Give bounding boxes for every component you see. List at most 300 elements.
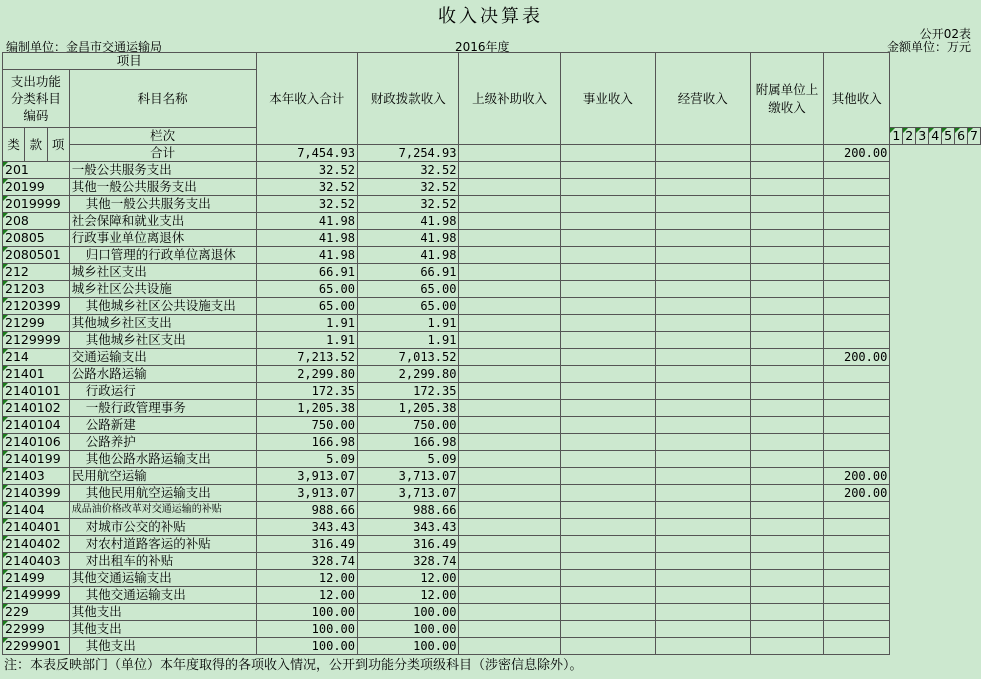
header-xiang: 项 [47, 128, 69, 162]
col-number-5: 5 [942, 128, 955, 145]
row-total: 100.00 [256, 638, 357, 655]
row-code: 201 [3, 162, 70, 179]
row-operation [655, 281, 750, 298]
row-superior [459, 570, 560, 587]
row-business [560, 366, 655, 383]
row-other [824, 502, 890, 519]
row-fiscal: 172.35 [358, 383, 459, 400]
table-row [3, 383, 981, 400]
row-affiliate [750, 383, 823, 400]
table-row [3, 468, 981, 485]
row-subject-name: 城乡社区公共设施 [69, 281, 256, 298]
row-business [560, 485, 655, 502]
row-operation [655, 383, 750, 400]
row-business [560, 162, 655, 179]
row-total: 41.98 [256, 213, 357, 230]
table-row [3, 332, 981, 349]
table-row [3, 298, 981, 315]
row-subject-name: 归口管理的行政单位离退休 [69, 247, 256, 264]
row-total: 12.00 [256, 570, 357, 587]
row-code: 2080501 [3, 247, 70, 264]
row-code: 2019999 [3, 196, 70, 213]
row-code: 2140401 [3, 519, 70, 536]
row-business [560, 281, 655, 298]
header-col-superior: 上级补助收入 [459, 53, 560, 145]
row-other: 200.00 [824, 485, 890, 502]
row-code: 21401 [3, 366, 70, 383]
row-other [824, 434, 890, 451]
row-subject-name: 其他民用航空运输支出 [69, 485, 256, 502]
row-business [560, 536, 655, 553]
row-superior [459, 468, 560, 485]
row-code: 2149999 [3, 587, 70, 604]
row-business [560, 213, 655, 230]
table-row [3, 536, 981, 553]
row-fiscal: 65.00 [358, 298, 459, 315]
header-item: 项目 [3, 53, 257, 70]
row-superior [459, 264, 560, 281]
row-other [824, 179, 890, 196]
row-business [560, 400, 655, 417]
row-business [560, 230, 655, 247]
footnote: 注：本表反映部门（单位）本年度取得的各项收入情况，公开到功能分类项级科目（涉密信息除外）。 [4, 658, 583, 673]
col-number-6: 6 [955, 128, 968, 145]
row-total: 166.98 [256, 434, 357, 451]
row-superior [459, 179, 560, 196]
total-row-total: 7,454.93 [256, 145, 357, 162]
row-total: 988.66 [256, 502, 357, 519]
row-other [824, 247, 890, 264]
row-total: 41.98 [256, 247, 357, 264]
row-operation [655, 434, 750, 451]
row-operation [655, 264, 750, 281]
table-row [3, 230, 981, 247]
row-affiliate [750, 570, 823, 587]
row-operation [655, 570, 750, 587]
row-total: 32.52 [256, 179, 357, 196]
row-other [824, 536, 890, 553]
row-subject-name: 民用航空运输 [69, 468, 256, 485]
row-other [824, 638, 890, 655]
row-fiscal: 1,205.38 [358, 400, 459, 417]
row-operation [655, 230, 750, 247]
row-total: 100.00 [256, 621, 357, 638]
row-affiliate [750, 162, 823, 179]
row-operation [655, 417, 750, 434]
row-affiliate [750, 315, 823, 332]
row-affiliate [750, 332, 823, 349]
row-total: 316.49 [256, 536, 357, 553]
income-table [2, 52, 981, 655]
total-row-other: 200.00 [824, 145, 890, 162]
row-fiscal: 65.00 [358, 281, 459, 298]
table-row [3, 281, 981, 298]
row-other [824, 451, 890, 468]
table-row [3, 179, 981, 196]
row-affiliate [750, 196, 823, 213]
row-subject-name: 其他交通运输支出 [69, 587, 256, 604]
row-superior [459, 417, 560, 434]
row-affiliate [750, 485, 823, 502]
row-other [824, 162, 890, 179]
table-row [3, 587, 981, 604]
row-business [560, 264, 655, 281]
row-operation [655, 349, 750, 366]
row-superior [459, 281, 560, 298]
row-affiliate [750, 451, 823, 468]
row-superior [459, 604, 560, 621]
row-fiscal: 32.52 [358, 179, 459, 196]
row-fiscal: 988.66 [358, 502, 459, 519]
total-row-superior [459, 145, 560, 162]
row-affiliate [750, 213, 823, 230]
row-business [560, 349, 655, 366]
row-affiliate [750, 281, 823, 298]
row-operation [655, 196, 750, 213]
header-subject-name: 科目名称 [69, 70, 256, 128]
row-code: 229 [3, 604, 70, 621]
row-business [560, 247, 655, 264]
row-fiscal: 3,713.07 [358, 485, 459, 502]
table-row [3, 519, 981, 536]
row-superior [459, 553, 560, 570]
fiscal-year: 2016年度 [455, 40, 510, 54]
row-fiscal: 343.43 [358, 519, 459, 536]
row-operation [655, 162, 750, 179]
row-other [824, 230, 890, 247]
table-row [3, 485, 981, 502]
row-superior [459, 162, 560, 179]
header-lei: 类 [3, 128, 25, 162]
row-code: 2140403 [3, 553, 70, 570]
row-total: 100.00 [256, 604, 357, 621]
row-business [560, 383, 655, 400]
money-unit: 金额单位：万元 [886, 40, 971, 54]
total-row-fiscal: 7,254.93 [358, 145, 459, 162]
row-code: 21299 [3, 315, 70, 332]
table-row [3, 434, 981, 451]
row-operation [655, 638, 750, 655]
row-affiliate [750, 587, 823, 604]
row-code: 21203 [3, 281, 70, 298]
row-superior [459, 332, 560, 349]
row-superior [459, 400, 560, 417]
row-superior [459, 366, 560, 383]
row-superior [459, 638, 560, 655]
row-operation [655, 315, 750, 332]
row-superior [459, 502, 560, 519]
row-fiscal: 1.91 [358, 315, 459, 332]
table-row [3, 196, 981, 213]
row-subject-name: 其他一般公共服务支出 [69, 179, 256, 196]
row-other [824, 553, 890, 570]
row-superior [459, 621, 560, 638]
row-operation [655, 587, 750, 604]
row-affiliate [750, 230, 823, 247]
total-row-affiliate [750, 145, 823, 162]
row-other [824, 587, 890, 604]
header-col-affiliate: 附属单位上缴收入 [750, 53, 823, 145]
row-code: 2120399 [3, 298, 70, 315]
total-row-operation [655, 145, 750, 162]
row-business [560, 587, 655, 604]
row-superior [459, 315, 560, 332]
table-row [3, 247, 981, 264]
header-col-other: 其他收入 [824, 53, 890, 145]
row-subject-name: 城乡社区支出 [69, 264, 256, 281]
row-other: 200.00 [824, 468, 890, 485]
row-superior [459, 536, 560, 553]
row-business [560, 638, 655, 655]
row-operation [655, 604, 750, 621]
row-affiliate [750, 400, 823, 417]
row-total: 32.52 [256, 162, 357, 179]
table-row [3, 451, 981, 468]
row-subject-name: 其他城乡社区支出 [69, 332, 256, 349]
row-fiscal: 66.91 [358, 264, 459, 281]
row-total: 65.00 [256, 281, 357, 298]
row-affiliate [750, 417, 823, 434]
row-affiliate [750, 366, 823, 383]
row-affiliate [750, 264, 823, 281]
row-affiliate [750, 298, 823, 315]
row-superior [459, 213, 560, 230]
row-business [560, 451, 655, 468]
row-code: 2140399 [3, 485, 70, 502]
row-total: 7,213.52 [256, 349, 357, 366]
row-total: 2,299.80 [256, 366, 357, 383]
row-subject-name: 对城市公交的补贴 [69, 519, 256, 536]
row-affiliate [750, 621, 823, 638]
row-superior [459, 587, 560, 604]
col-number-3: 3 [916, 128, 929, 145]
row-fiscal: 41.98 [358, 247, 459, 264]
total-row-label: 合计 [69, 145, 256, 162]
row-business [560, 621, 655, 638]
header-col-business: 事业收入 [560, 53, 655, 145]
table-row [3, 213, 981, 230]
row-fiscal: 41.98 [358, 213, 459, 230]
row-business [560, 553, 655, 570]
row-code: 2140199 [3, 451, 70, 468]
row-superior [459, 485, 560, 502]
row-code: 2129999 [3, 332, 70, 349]
row-fiscal: 316.49 [358, 536, 459, 553]
row-other: 200.00 [824, 349, 890, 366]
row-code: 2299901 [3, 638, 70, 655]
row-subject-name: 一般行政管理事务 [69, 400, 256, 417]
row-subject-name: 其他城乡社区公共设施支出 [69, 298, 256, 315]
row-subject-name: 其他交通运输支出 [69, 570, 256, 587]
row-code: 20805 [3, 230, 70, 247]
row-subject-name: 其他支出 [69, 638, 256, 655]
row-affiliate [750, 519, 823, 536]
row-superior [459, 383, 560, 400]
header-col-fiscal: 财政拨款收入 [358, 53, 459, 145]
row-business [560, 502, 655, 519]
row-code: 208 [3, 213, 70, 230]
row-fiscal: 32.52 [358, 196, 459, 213]
row-operation [655, 332, 750, 349]
row-affiliate [750, 179, 823, 196]
row-business [560, 604, 655, 621]
table-row [3, 604, 981, 621]
row-other [824, 570, 890, 587]
row-superior [459, 230, 560, 247]
row-total: 41.98 [256, 230, 357, 247]
row-other [824, 332, 890, 349]
total-row-business [560, 145, 655, 162]
table-row [3, 315, 981, 332]
row-total: 1.91 [256, 315, 357, 332]
row-affiliate [750, 553, 823, 570]
row-operation [655, 553, 750, 570]
row-fiscal: 328.74 [358, 553, 459, 570]
row-subject-name: 其他支出 [69, 604, 256, 621]
row-business [560, 315, 655, 332]
row-business [560, 332, 655, 349]
col-number-2: 2 [903, 128, 916, 145]
row-other [824, 196, 890, 213]
row-subject-name: 行政运行 [69, 383, 256, 400]
row-superior [459, 196, 560, 213]
row-fiscal: 7,013.52 [358, 349, 459, 366]
table-row [3, 264, 981, 281]
row-operation [655, 485, 750, 502]
row-operation [655, 468, 750, 485]
row-total: 172.35 [256, 383, 357, 400]
row-business [560, 417, 655, 434]
row-operation [655, 298, 750, 315]
row-fiscal: 12.00 [358, 587, 459, 604]
row-affiliate [750, 502, 823, 519]
row-total: 750.00 [256, 417, 357, 434]
row-other [824, 281, 890, 298]
row-fiscal: 750.00 [358, 417, 459, 434]
row-operation [655, 451, 750, 468]
col-number-7: 7 [968, 128, 981, 145]
row-other [824, 417, 890, 434]
row-business [560, 468, 655, 485]
row-operation [655, 536, 750, 553]
row-superior [459, 434, 560, 451]
row-operation [655, 213, 750, 230]
row-fiscal: 100.00 [358, 638, 459, 655]
table-row [3, 366, 981, 383]
row-fiscal: 41.98 [358, 230, 459, 247]
row-fiscal: 2,299.80 [358, 366, 459, 383]
row-subject-name: 成品油价格改革对交通运输的补贴 [69, 502, 256, 519]
col-number-1: 1 [890, 128, 903, 145]
row-affiliate [750, 604, 823, 621]
row-subject-name: 其他城乡社区支出 [69, 315, 256, 332]
table-title: 收入决算表 [438, 6, 543, 27]
table-row [3, 570, 981, 587]
row-affiliate [750, 638, 823, 655]
row-total: 32.52 [256, 196, 357, 213]
row-other [824, 213, 890, 230]
row-code: 214 [3, 349, 70, 366]
table-row [3, 638, 981, 655]
row-other [824, 366, 890, 383]
header-lanci: 栏次 [69, 128, 256, 145]
row-total: 328.74 [256, 553, 357, 570]
row-code: 2140101 [3, 383, 70, 400]
row-subject-name: 公路水路运输 [69, 366, 256, 383]
row-business [560, 570, 655, 587]
row-other [824, 298, 890, 315]
compiling-unit: 编制单位：金昌市交通运输局 [6, 40, 163, 54]
row-other [824, 604, 890, 621]
row-subject-name: 其他公路水路运输支出 [69, 451, 256, 468]
row-fiscal: 3,713.07 [358, 468, 459, 485]
row-other [824, 519, 890, 536]
row-code: 20199 [3, 179, 70, 196]
col-number-4: 4 [929, 128, 942, 145]
header-col-operation: 经营收入 [655, 53, 750, 145]
row-affiliate [750, 468, 823, 485]
table-row [3, 349, 981, 366]
row-subject-name: 公路新建 [69, 417, 256, 434]
table-row [3, 162, 981, 179]
row-subject-name: 其他支出 [69, 621, 256, 638]
header-kuan: 款 [25, 128, 47, 162]
table-row [3, 417, 981, 434]
row-superior [459, 349, 560, 366]
row-total: 1.91 [256, 332, 357, 349]
row-operation [655, 621, 750, 638]
row-operation [655, 179, 750, 196]
row-code: 22999 [3, 621, 70, 638]
form-number: 公开02表 [919, 27, 971, 41]
row-superior [459, 519, 560, 536]
row-subject-name: 行政事业单位离退休 [69, 230, 256, 247]
row-code: 2140402 [3, 536, 70, 553]
row-code: 2140102 [3, 400, 70, 417]
row-fiscal: 100.00 [358, 621, 459, 638]
row-fiscal: 5.09 [358, 451, 459, 468]
row-code: 212 [3, 264, 70, 281]
row-superior [459, 247, 560, 264]
row-superior [459, 298, 560, 315]
row-business [560, 434, 655, 451]
row-affiliate [750, 536, 823, 553]
row-total: 3,913.07 [256, 468, 357, 485]
header-col-total: 本年收入合计 [256, 53, 357, 145]
table-row [3, 502, 981, 519]
row-total: 65.00 [256, 298, 357, 315]
row-code: 2140104 [3, 417, 70, 434]
table-row [3, 553, 981, 570]
row-business [560, 298, 655, 315]
row-superior [459, 451, 560, 468]
row-subject-name: 其他一般公共服务支出 [69, 196, 256, 213]
row-other [824, 264, 890, 281]
row-affiliate [750, 247, 823, 264]
row-subject-name: 交通运输支出 [69, 349, 256, 366]
table-row [3, 400, 981, 417]
row-other [824, 621, 890, 638]
row-subject-name: 对农村道路客运的补贴 [69, 536, 256, 553]
row-other [824, 383, 890, 400]
row-business [560, 519, 655, 536]
row-operation [655, 502, 750, 519]
row-subject-name: 一般公共服务支出 [69, 162, 256, 179]
row-affiliate [750, 349, 823, 366]
row-business [560, 196, 655, 213]
row-total: 66.91 [256, 264, 357, 281]
row-total: 343.43 [256, 519, 357, 536]
